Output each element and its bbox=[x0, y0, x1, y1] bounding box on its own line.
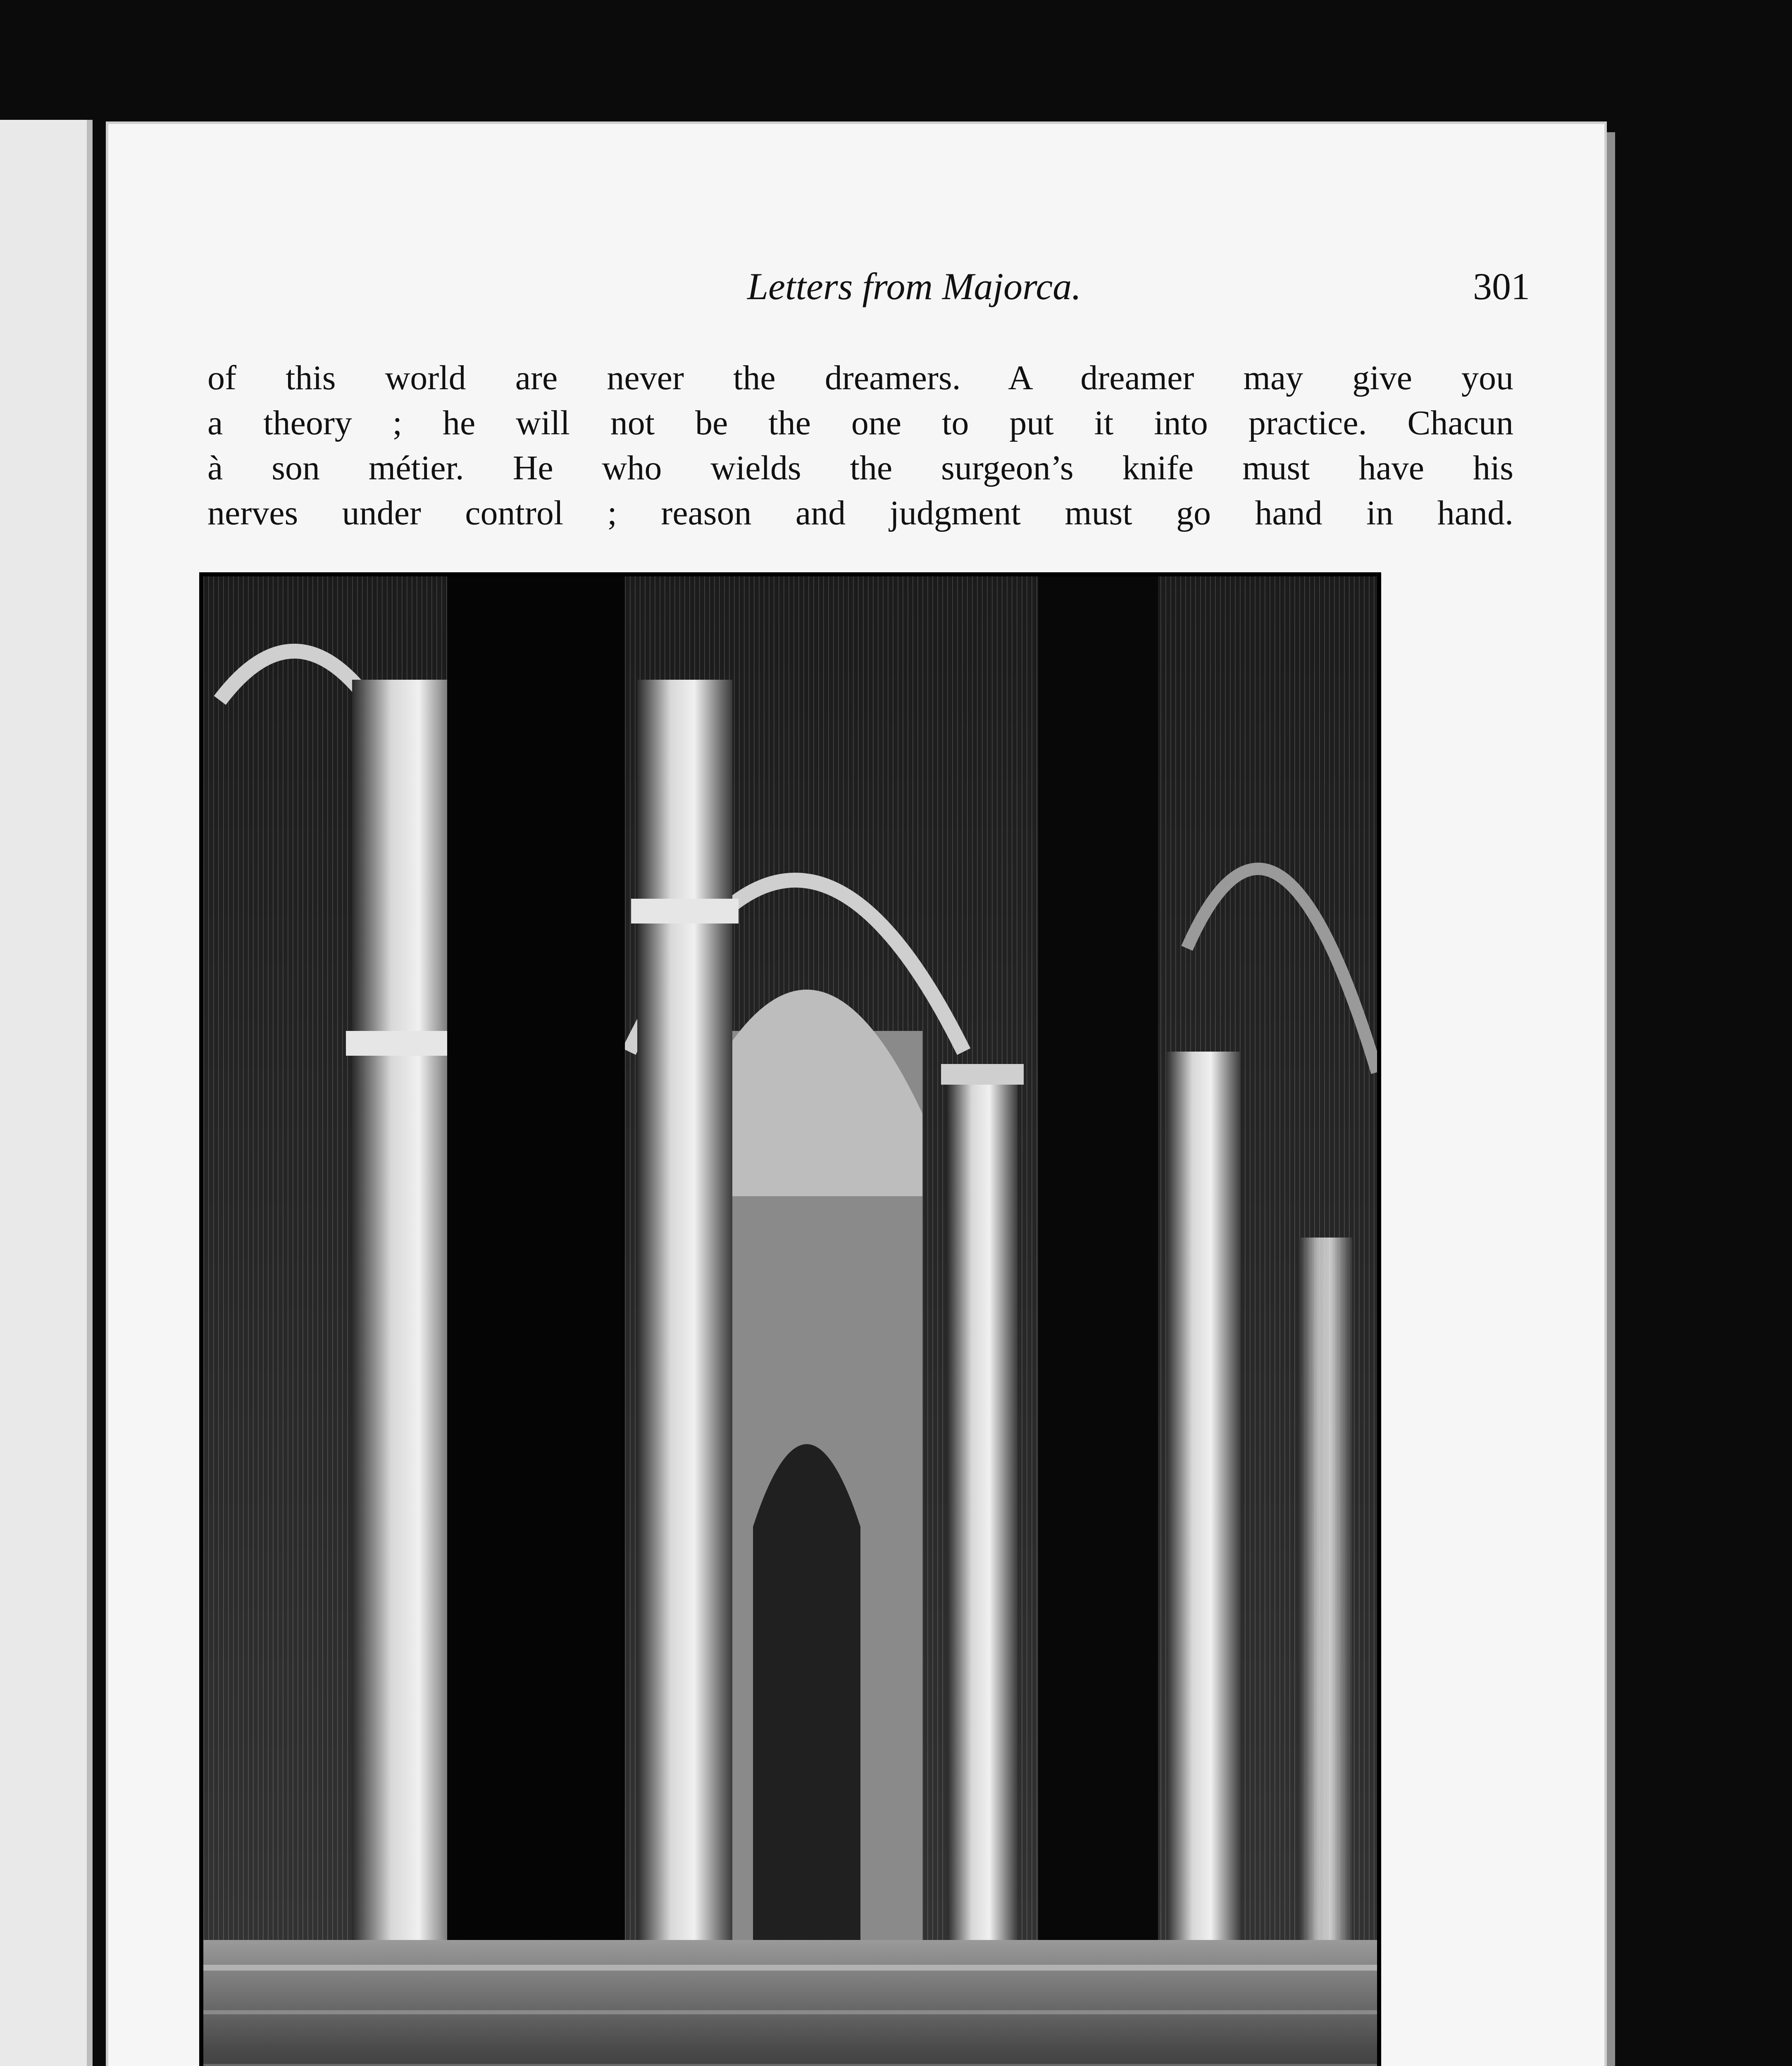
page-number: 301 bbox=[1473, 265, 1530, 307]
cathedral-interior-illustration bbox=[203, 576, 1377, 2066]
cathedral-engraving bbox=[199, 572, 1381, 2066]
page-header bbox=[108, 264, 1604, 322]
text-line: nerves under control ; reason and judgment must go hand in hand. bbox=[207, 494, 1513, 532]
facing-page-edge bbox=[0, 120, 93, 2066]
book-page bbox=[108, 124, 1604, 2066]
text-line: à son métier. He who wields the surgeon’s knife must have his bbox=[207, 449, 1513, 487]
text-line: a theory ; he will not be the one to put it into practice. Chacun bbox=[207, 404, 1513, 442]
text-line: of this world are never the dreamers. A dreamer may give you bbox=[207, 359, 1513, 397]
page-stack-edge bbox=[1604, 132, 1615, 2066]
running-title: Letters from Majorca. bbox=[747, 265, 1082, 307]
top-paragraph bbox=[207, 355, 1513, 536]
